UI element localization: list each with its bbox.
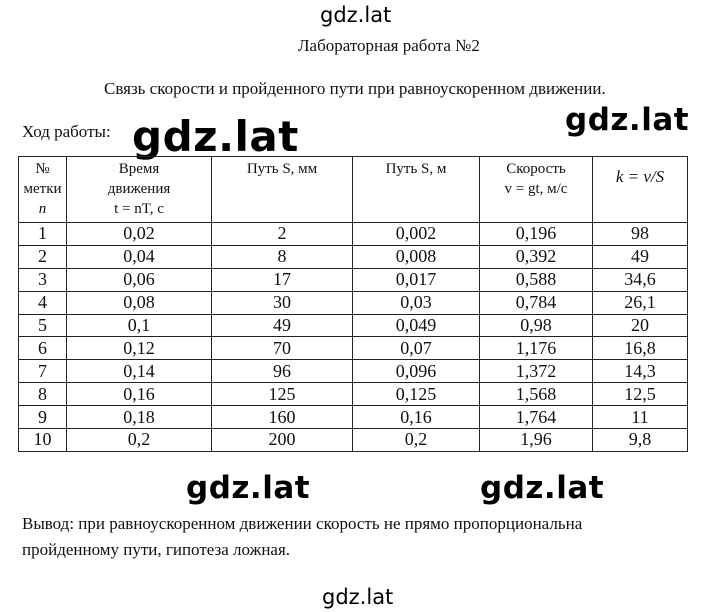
cell-velocity: 0,392 [480, 245, 593, 268]
cell-time: 0,1 [67, 314, 212, 337]
cell-velocity: 0,588 [480, 268, 593, 291]
cell-distance-mm: 49 [212, 314, 353, 337]
header-mark-number-line2: метки [23, 181, 62, 197]
header-distance-mm [212, 157, 353, 223]
watermark-bottom-left: gdz.lat [186, 470, 311, 506]
progress-label: Ход работы: [22, 122, 111, 141]
watermark-left-large: gdz.lat [132, 112, 299, 161]
cell-velocity: 1,96 [480, 429, 593, 452]
watermark-bottom-right: gdz.lat [480, 470, 605, 506]
cell-time: 0,18 [67, 406, 212, 429]
cell-time: 0,04 [67, 245, 212, 268]
header-velocity-line2: v = gt, м/с [504, 181, 568, 197]
document-subtitle: Связь скорости и пройденного пути при равноускоренном движении. [104, 79, 606, 98]
cell-distance-mm: 96 [212, 360, 353, 383]
cell-distance-m: 0,008 [353, 245, 480, 268]
table-row [19, 337, 688, 360]
cell-distance-mm: 30 [212, 291, 353, 314]
cell-time: 0,06 [67, 268, 212, 291]
cell-time: 0,12 [67, 337, 212, 360]
cell-ratio: 20 [593, 314, 688, 337]
cell-distance-m: 0,07 [353, 337, 480, 360]
cell-ratio: 49 [593, 245, 688, 268]
cell-time: 0,16 [67, 383, 212, 406]
table-row [19, 360, 688, 383]
cell-mark: 4 [19, 291, 67, 314]
header-velocity [480, 157, 593, 223]
header-distance-m-line1: Путь S, м [385, 161, 447, 177]
cell-distance-m: 0,125 [353, 383, 480, 406]
watermark-right-upper: gdz.lat [565, 102, 690, 138]
cell-velocity: 1,176 [480, 337, 593, 360]
cell-velocity: 1,372 [480, 360, 593, 383]
cell-ratio: 11 [593, 406, 688, 429]
cell-time: 0,14 [67, 360, 212, 383]
document-title: Лабораторная работа №2 [298, 36, 480, 55]
header-time-line2: движения [107, 181, 171, 197]
header-velocity-line1: Скорость [506, 161, 566, 177]
cell-distance-mm: 2 [212, 223, 353, 246]
header-time [67, 157, 212, 223]
cell-mark: 2 [19, 245, 67, 268]
cell-ratio: 98 [593, 223, 688, 246]
cell-ratio: 9,8 [593, 429, 688, 452]
cell-time: 0,08 [67, 291, 212, 314]
cell-distance-m: 0,017 [353, 268, 480, 291]
cell-velocity: 0,196 [480, 223, 593, 246]
cell-mark: 8 [19, 383, 67, 406]
cell-mark: 6 [19, 337, 67, 360]
table-row [19, 268, 688, 291]
table-header-row [19, 157, 688, 223]
table-row [19, 223, 688, 246]
cell-mark: 10 [19, 429, 67, 452]
conclusion [22, 511, 712, 563]
conclusion-line-2: пройденному пути, гипотеза ложная. [22, 540, 291, 559]
cell-velocity: 1,568 [480, 383, 593, 406]
cell-distance-m: 0,16 [353, 406, 480, 429]
header-time-line3: t = nT, c [114, 201, 164, 217]
cell-ratio: 14,3 [593, 360, 688, 383]
cell-distance-m: 0,096 [353, 360, 480, 383]
cell-mark: 9 [19, 406, 67, 429]
lab-data-table [18, 156, 688, 452]
cell-distance-m: 0,03 [353, 291, 480, 314]
header-ratio-k-line1: k = v/S [615, 167, 665, 186]
table-row [19, 383, 688, 406]
cell-distance-mm: 160 [212, 406, 353, 429]
cell-time: 0,2 [67, 429, 212, 452]
watermark-top: gdz.lat [320, 3, 392, 27]
cell-distance-m: 0,002 [353, 223, 480, 246]
header-mark-number [19, 157, 67, 223]
cell-ratio: 34,6 [593, 268, 688, 291]
cell-time: 0,02 [67, 223, 212, 246]
cell-distance-mm: 70 [212, 337, 353, 360]
cell-distance-mm: 17 [212, 268, 353, 291]
cell-distance-m: 0,049 [353, 314, 480, 337]
cell-mark: 1 [19, 223, 67, 246]
header-mark-number-line3: n [38, 201, 47, 217]
table-row [19, 314, 688, 337]
header-distance-m [353, 157, 480, 223]
table-row [19, 245, 688, 268]
cell-velocity: 0,784 [480, 291, 593, 314]
header-distance-mm-line1: Путь S, мм [246, 161, 318, 177]
header-mark-number-line1: № [35, 161, 50, 177]
cell-mark: 7 [19, 360, 67, 383]
table-row [19, 291, 688, 314]
table-row [19, 406, 688, 429]
conclusion-line-1: Вывод: при равноускоренном движении скорость не прямо пропорциональна [22, 514, 583, 533]
cell-ratio: 26,1 [593, 291, 688, 314]
cell-distance-mm: 200 [212, 429, 353, 452]
cell-mark: 5 [19, 314, 67, 337]
header-ratio-k [593, 157, 688, 223]
cell-velocity: 1,764 [480, 406, 593, 429]
header-time-line1: Время [118, 161, 160, 177]
table-row [19, 429, 688, 452]
cell-mark: 3 [19, 268, 67, 291]
watermark-footer: gdz.lat [322, 585, 394, 609]
cell-ratio: 16,8 [593, 337, 688, 360]
cell-ratio: 12,5 [593, 383, 688, 406]
cell-velocity: 0,98 [480, 314, 593, 337]
cell-distance-mm: 8 [212, 245, 353, 268]
cell-distance-m: 0,2 [353, 429, 480, 452]
cell-distance-mm: 125 [212, 383, 353, 406]
